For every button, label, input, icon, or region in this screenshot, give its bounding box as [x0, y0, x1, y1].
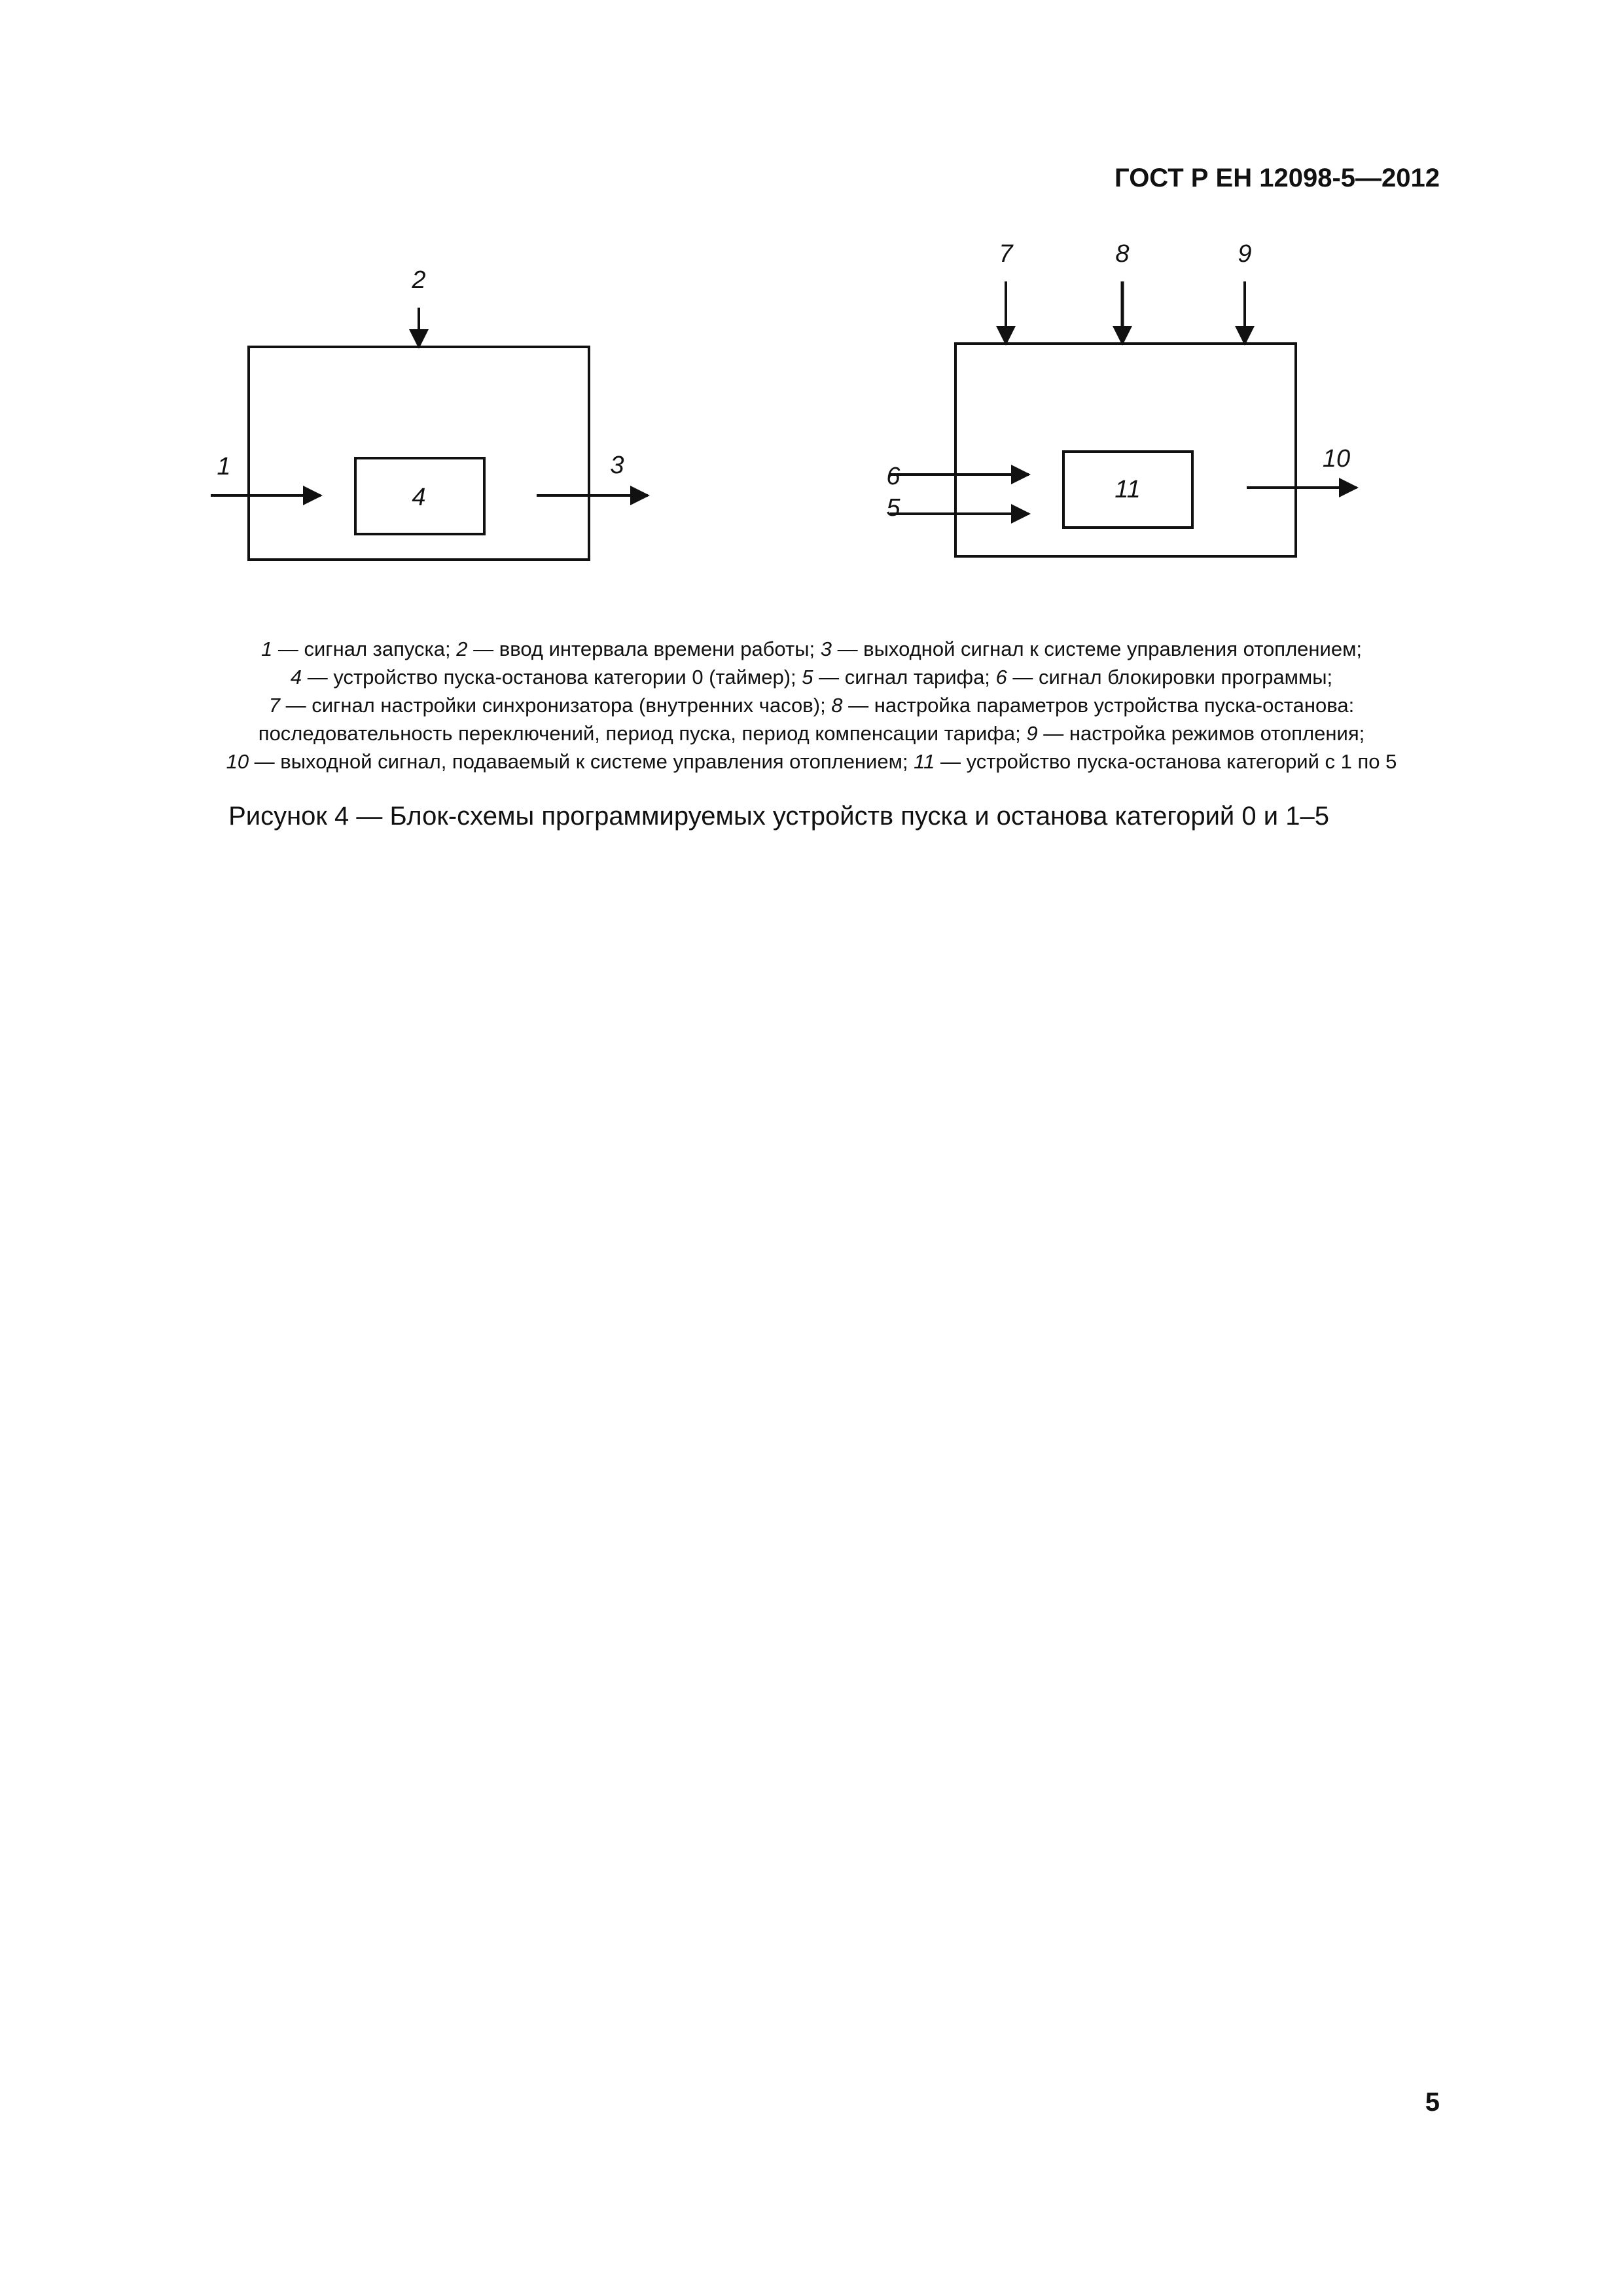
label-in-top-2: 8: [1115, 240, 1130, 268]
legend-num: 5: [802, 666, 813, 689]
legend-text: — устройство пуска-останова категории 0 (таймер);: [302, 666, 802, 689]
legend-num: 7: [268, 694, 280, 717]
label-in-left-1: 6: [886, 463, 901, 490]
legend-num: 6: [995, 666, 1007, 689]
legend-text: — настройка режимов отопления;: [1037, 722, 1365, 745]
legend-num: 8: [831, 694, 843, 717]
legend-text: последовательность переключений, период пуска, период компенсации тарифа;: [258, 722, 1027, 745]
page-number: 5: [1425, 2088, 1440, 2117]
legend-line-1: [92, 635, 1531, 663]
outer-block: [955, 344, 1296, 556]
legend-num: 9: [1026, 722, 1038, 745]
legend-line-3: [92, 691, 1531, 719]
standard-id: ГОСТ Р ЕН 12098-5—2012: [1115, 164, 1440, 192]
label-in-left: 1: [217, 453, 231, 480]
legend-text: — настройка параметров устройства пуска-останова:: [842, 694, 1355, 717]
legend-num: 10: [226, 750, 249, 773]
legend-num: 3: [820, 637, 832, 660]
label-in-left-2: 5: [886, 494, 901, 522]
label-in-top-3: 9: [1238, 240, 1252, 268]
legend-num: 1: [260, 637, 273, 660]
label-inner: 11: [1115, 476, 1141, 503]
legend-line-4: [92, 719, 1531, 747]
legend-line-2: [92, 663, 1531, 691]
legend-text: — сигнал настройки синхронизатора (внутренних часов);: [279, 694, 832, 717]
label-out-right: 10: [1322, 445, 1351, 473]
legend-text: — устройство пуска-останова категорий с 1 по 5: [935, 750, 1397, 773]
label-out-right: 3: [610, 452, 624, 479]
label-inner: 4: [412, 484, 426, 511]
legend-num: 2: [456, 637, 468, 660]
legend-text: — сигнал блокировки программы;: [1007, 666, 1333, 689]
legend-text: — выходной сигнал, подаваемый к системе управления отоплением;: [249, 750, 914, 773]
legend-text: — сигнал тарифа;: [813, 666, 996, 689]
legend-num: 11: [914, 750, 935, 773]
figure-caption: Рисунок 4 — Блок-схемы программируемых устройств пуска и останова категорий 0 и 1–5: [228, 802, 1329, 831]
outer-block: [249, 347, 589, 560]
figure-legend: [92, 635, 1531, 776]
legend-num: 4: [290, 666, 302, 689]
label-in-top: 2: [412, 266, 426, 294]
block-diagram-category-1-5: [864, 223, 1387, 576]
legend-text: — выходной сигнал к системе управления отоплением;: [831, 637, 1363, 660]
legend-line-5: [92, 747, 1531, 776]
legend-text: — ввод интервала времени работы;: [467, 637, 821, 660]
label-in-top-1: 7: [999, 240, 1013, 268]
block-diagram-category-0: [196, 223, 694, 576]
legend-text: — сигнал запуска;: [272, 637, 457, 660]
